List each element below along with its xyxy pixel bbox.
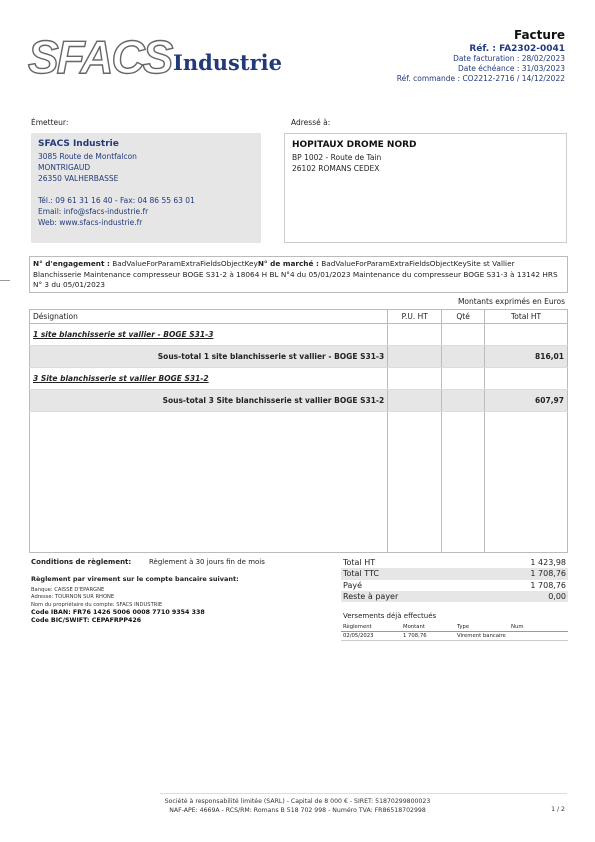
table-row	[30, 324, 568, 346]
page-number: 1 / 2	[551, 806, 565, 813]
table-row	[341, 632, 568, 641]
footer-legal-2: NAF-APE: 4669A - RCS/RM: Romans B 518 702 998 - Numéro TVA: FR86518702998	[169, 807, 426, 814]
col-designation: Désignation	[30, 310, 388, 324]
engagement-box	[29, 256, 568, 293]
logo-brand-text: SFACS	[28, 31, 172, 83]
col-pu: P.U. HT	[388, 310, 442, 324]
section-title-2: 3 Site blanchisserie st vallier BOGE S31-2	[33, 374, 209, 383]
versements-header-row	[341, 623, 568, 632]
subtotal-label-2: Sous-total 3 Site blanchisserie st vallier BOGE S31-2	[30, 390, 388, 412]
virement-title: Règlement par virement sur le compte bancaire suivant:	[31, 575, 239, 583]
marche-value: BadValueForParamExtraFieldsObjectKeySite st Vallier Blanchisserie Maintenance compresseur BOGE S31-2 à 18064 H BL N°4 du 05/01/2023 Maintenance du compresseur BOGE S31-3 à 13142 HRS N° 3 du 05/01/2023	[33, 259, 558, 289]
bank-details	[31, 587, 205, 625]
table-filler-row	[30, 412, 568, 553]
engagement-value: BadValueForParamExtraFieldsObjectKey	[112, 259, 258, 268]
invoice-title: Facture	[513, 28, 565, 42]
conditions-label: Conditions de règlement:	[31, 558, 132, 566]
paye-value: 1 708,76	[530, 580, 566, 590]
date-facturation: Date facturation : 28/02/2023	[453, 54, 565, 63]
total-ttc-label: Total TTC	[341, 568, 477, 579]
subtotal-value-2: 607,97	[485, 390, 568, 412]
date-echeance: Date échéance : 31/03/2023	[457, 64, 565, 73]
recipient-address1: BP 1002 - Route de Tain	[292, 153, 382, 162]
engagement-label: N° d'engagement :	[33, 259, 110, 268]
invoice-header	[397, 28, 565, 84]
versement-date: 02/05/2023	[341, 632, 401, 641]
table-header-row	[30, 310, 568, 324]
versements-table	[341, 623, 568, 641]
paye-row	[341, 580, 568, 591]
col-montant: Montant	[401, 623, 455, 632]
versement-montant: 1 708,76	[401, 632, 455, 641]
col-type: Type	[455, 623, 509, 632]
emitter-phone: Tél.: 09 61 31 16 40 - Fax: 04 86 55 63 01	[38, 196, 195, 205]
emitter-email: Email: info@sfacs-industrie.fr	[38, 207, 149, 216]
invoice-ref: Réf. : FA2302-0041	[469, 44, 565, 54]
payment-conditions	[31, 558, 265, 566]
section-title-1: 1 site blanchisserie st vallier - BOGE S31-3	[33, 330, 214, 339]
versements-title: Versements déjà effectués	[343, 612, 437, 620]
subtotal-value-1: 816,01	[485, 346, 568, 368]
ref-commande: Réf. commande : CO2212-2716 / 14/12/2022	[396, 74, 565, 83]
marche-label: N° de marché :	[257, 259, 319, 268]
subtotal-label-1: Sous-total 1 site blanchisserie st vallier - BOGE S31-3	[30, 346, 388, 368]
invoice-lines-table	[29, 309, 568, 553]
reste-value: 0,00	[477, 591, 568, 602]
emitter-label: Émetteur:	[31, 118, 69, 127]
col-qty: Qté	[442, 310, 485, 324]
fold-mark	[0, 280, 10, 281]
bic: Code BIC/SWIFT: CEPAFRPP426	[31, 617, 142, 625]
currency-note: Montants exprimés en Euros	[457, 297, 565, 306]
recipient-name: HOPITAUX DROME NORD	[292, 140, 417, 150]
col-reglement: Règlement	[341, 623, 401, 632]
footer	[0, 797, 595, 815]
recipient-address2: 26102 ROMANS CEDEX	[292, 164, 380, 173]
subtotal-row	[30, 390, 568, 412]
reste-row	[341, 591, 568, 602]
col-total: Total HT	[485, 310, 568, 324]
total-ttc-value: 1 708,76	[477, 568, 568, 579]
emitter-address3: 26350 VALHERBASSE	[38, 174, 119, 183]
emitter-box	[31, 133, 261, 243]
logo-industrie-text: Industrie	[173, 50, 282, 75]
bank-name: Banque: CAISSE D'EPARGNE	[31, 587, 105, 593]
account-owner: Nom du propriétaire du compte: SFACS INDUSTRIE	[31, 601, 163, 608]
table-row	[30, 368, 568, 390]
footer-divider	[160, 793, 567, 794]
total-ttc-row	[341, 568, 568, 579]
paye-label: Payé	[343, 580, 363, 590]
emitter-address1: 3085 Route de Montfalcon	[38, 152, 137, 161]
bank-address: Adresse: TOURNON SUR RHONE	[31, 594, 115, 601]
company-logo	[28, 31, 288, 86]
emitter-name: SFACS Industrie	[38, 139, 119, 149]
recipient-label: Adressé à:	[291, 118, 331, 127]
conditions-value: Règlement à 30 jours fin de mois	[149, 558, 265, 566]
totals-table	[341, 557, 568, 602]
reste-label: Reste à payer	[341, 591, 477, 602]
versement-type: Virement bancaire	[455, 632, 509, 641]
iban: Code IBAN: FR76 1426 5006 0008 7710 9354 338	[31, 608, 205, 616]
emitter-address2: MONTRIGAUD	[38, 163, 91, 172]
footer-legal-1: Société à responsabilité limitée (SARL) - Capital de 8 000 € - SIRET: 51870299800023	[164, 798, 431, 805]
emitter-web: Web: www.sfacs-industrie.fr	[38, 218, 143, 227]
total-ht-row	[341, 557, 568, 568]
total-ht-value: 1 423,98	[530, 558, 566, 568]
col-num: Num	[509, 623, 568, 632]
recipient-box	[284, 133, 567, 243]
total-ht-label: Total HT	[343, 558, 376, 568]
versement-num	[509, 632, 568, 641]
subtotal-row	[30, 346, 568, 368]
